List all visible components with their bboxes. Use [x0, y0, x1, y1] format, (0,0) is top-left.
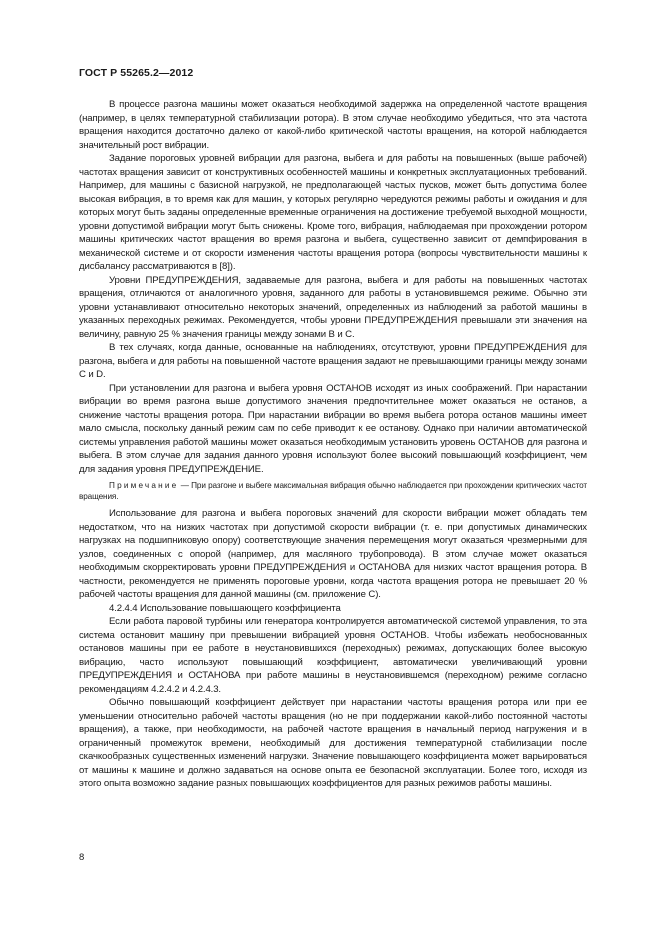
note-text: — При разгоне и выбеге максимальная вибрация обычно наблюдается при прохождении критических частот вращения. [79, 481, 587, 501]
paragraph: При установлении для разгона и выбега уровня ОСТАНОВ исходят из иных соображений. При нарастании вибрации во время разгона выше допустимого значения предпочтительнее может оказаться не останов, а снижение частоты вращения ротора. При нарастании вибрации во время выбега ротора останов машины имеет мало смысла, поскольку данный режим сам по себе приводит к ее останову. Однако при наличии автоматической системы управления работой машины может оказаться необходимым установить уровень ОСТАНОВ для разгона и выбега. В этом случае для задания данного уровня используют более высокий повышающий коэффициент, чем для задания уровня ПРЕДУПРЕЖДЕНИЕ. [79, 382, 587, 475]
paragraph: В процессе разгона машины может оказаться необходимой задержка на определенной частоте вращения (например, в целях температурной стабилизации ротора). В этом случае необходимо убедиться, что эта частота вращения находится достаточно далеко от какой-либо критической частоты вращения, на которой наблюдается значительный рост вибрации. [79, 99, 587, 151]
note [79, 480, 587, 502]
note-label: Примечание [109, 481, 179, 490]
paragraph: В тех случаях, когда данные, основанные на наблюдениях, отсутствуют, уровни ПРЕДУПРЕЖДЕНИЯ для разгона, выбега и для работы на повышенной частоте вращения задают не превышающими границы между зонами С и D. [79, 342, 587, 380]
section-title: 4.2.4.4 Использование повышающего коэффициента [109, 602, 341, 614]
paragraph: Использование для разгона и выбега пороговых значений для скорости вибрации может обладать тем недостатком, что на низких частотах при допустимой скорости вибрации (т. е. при допустимых динамических нагрузках на подшипниковую опору) соответствующие значения перемещения могут оказаться чрезмерными для узлов, соединенных с опорой (например, для масляного трубопровода). В этом случае может оказаться необходимым скорректировать уровни ПРЕДУПРЕЖДЕНИЯ и ОСТАНОВА для низких частот вращения ротора. В частности, рекомендуется не применять пороговые уровни, когда частота вращения ротора не превышает 20 % рабочей частоты вращения для данной машины (см. приложение С). [79, 508, 587, 600]
paragraph: Задание пороговых уровней вибрации для разгона, выбега и для работы на повышенных (выше рабочей) частотах вращения зависит от конструктивных особенностей машины и конкретных эксплуатационных требований. Например, для машины с базисной нагрузкой, не предполагающей частых пусков, может быть допустима более высокая вибрация, в то время как для машин, у которых регулярно чередуются режимы работы и ожидания и для которых могут быть заданы определенные временные ограничения на достижение требуемой выходной мощности, уровни допустимой вибрации могут быть снижены. Кроме того, вибрация, наблюдаемая при прохождении ротором машины критических частот вращения во время разгона и выбега, существенно зависит от демпфирования в механической системе и от скорости изменения частоты вращения ротора (вопросы чувствительности машины к дисбалансу рассматриваются в [8]). [79, 153, 587, 272]
paragraph: Если работа паровой турбины или генератора контролируется автоматической системой управления, то эта система остановит машину при превышении вибрацией уровня ОСТАНОВ. Чтобы избежать необоснованных остановов машины при ее работе в неустановившихся (переходных) режимах, допускающих более высокую вибрацию, часто используют повышающий коэффициент, автоматически увеличивающий уровни ПРЕДУПРЕЖДЕНИЯ и ОСТАНОВА при работе машины в неустановившемся (переходном) режиме согласно рекомендациям 4.2.4.2 и 4.2.4.3. [79, 616, 587, 695]
document-body [79, 98, 587, 791]
paragraph: Обычно повышающий коэффициент действует при нарастании частоты вращения ротора или при ее уменьшении относительно рабочей частоты вращения (но не при поддержании какой-либо постоянной частоты вращения), а также, при необходимости, на рабочей частоте вращения в начальный период нагружения и в ограниченный промежуток времени, необходимый для достижения температурной стабилизации после скачкообразных существенных изменений нагрузки. Значение повышающего коэффициента может варьироваться от машины к машине и должно задаваться на основе опыта ее безопасной эксплуатации. Более того, исходя из этого опыта возможно задание разных повышающих коэффициентов для разных режимов работы машины. [79, 697, 587, 789]
paragraph: Уровни ПРЕДУПРЕЖДЕНИЯ, задаваемые для разгона, выбега и для работы на повышенных частотах вращения, отличаются от аналогичного уровня, заданного для работы в установившемся режиме. Обычно эти уровни устанавливают относительно некоторых значений, определенных из наблюдений за работой машины в указанных переходных режимах. Рекомендуется, чтобы уровни ПРЕДУПРЕЖДЕНИЯ превышали эти значения на величину, равную 25 % значения границы между зонами В и С. [79, 274, 587, 340]
standard-header: ГОСТ Р 55265.2—2012 [79, 67, 194, 79]
page-number: 8 [79, 852, 85, 863]
